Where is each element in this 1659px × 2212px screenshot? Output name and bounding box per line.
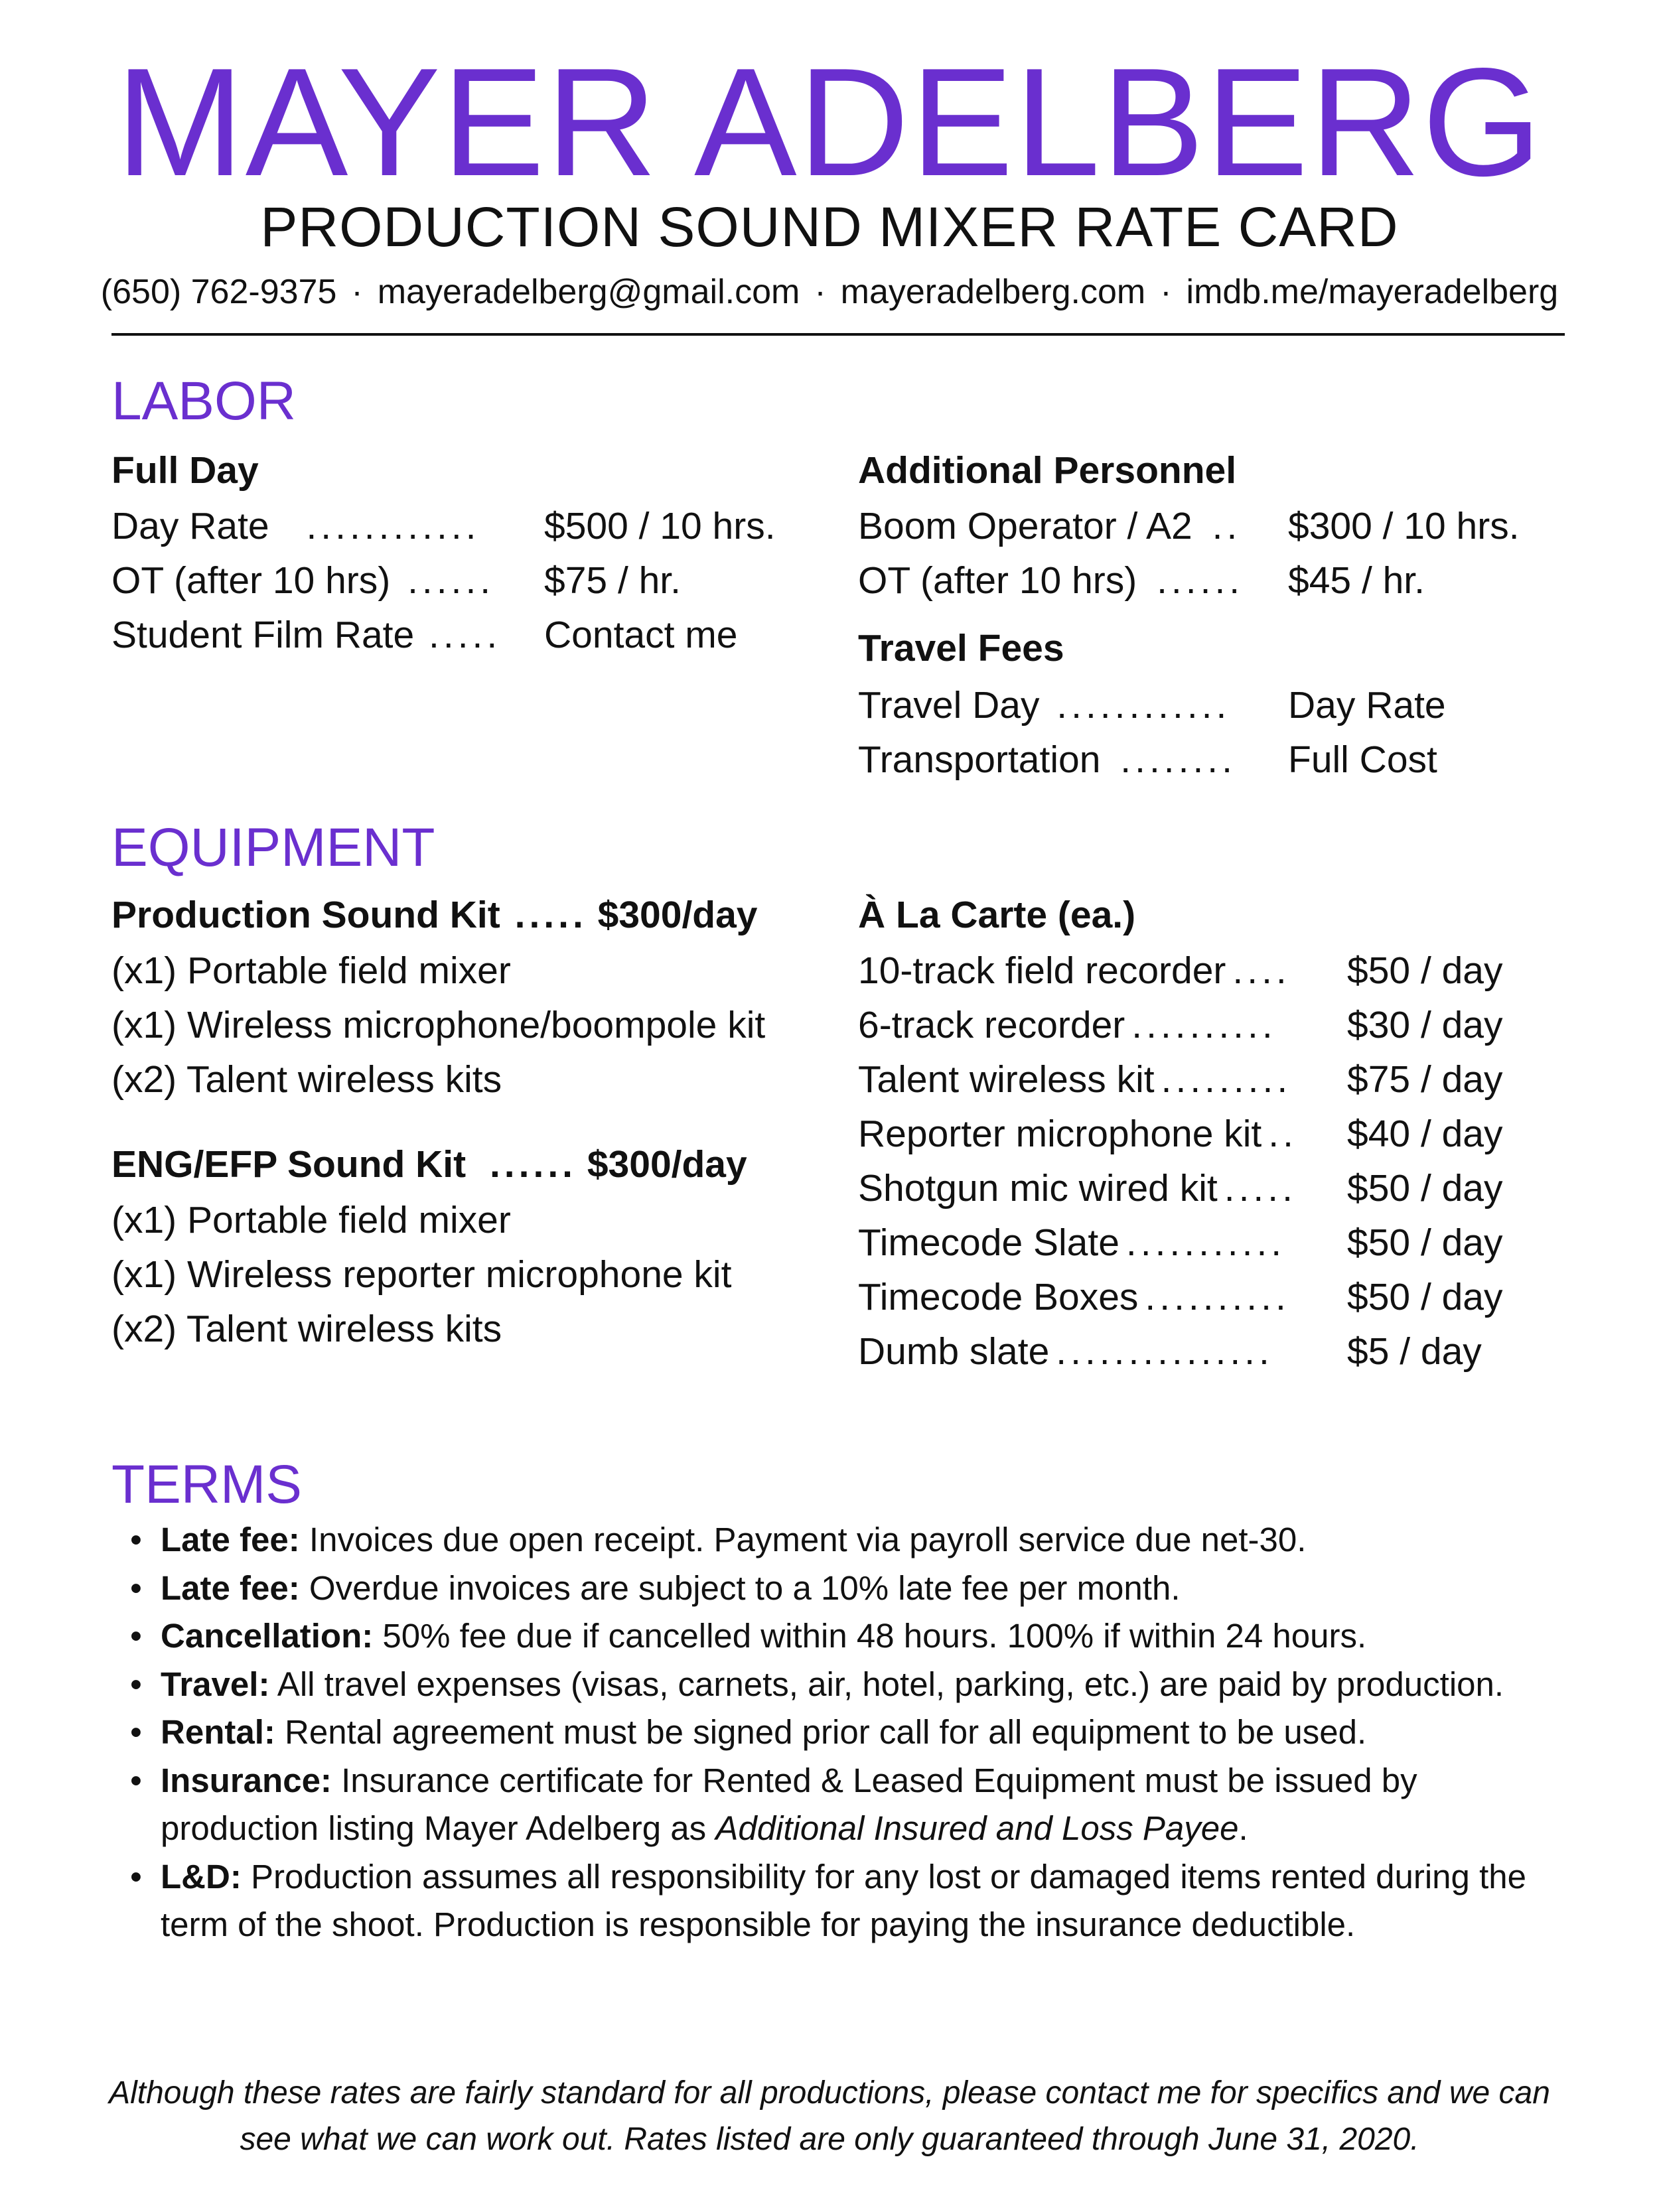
item-label: Dumb slate <box>858 1330 1050 1373</box>
separator-dot: · <box>351 273 363 311</box>
kit-item: (x1) Portable field mixer <box>111 949 511 992</box>
item-price: $5 / day <box>1347 1330 1482 1373</box>
a-la-carte-row <box>858 1270 1503 1324</box>
terms-text: 50% fee due if cancelled within 48 hours. 100% if within 24 hours. <box>382 1617 1367 1655</box>
terms-label: Late fee: <box>161 1568 300 1607</box>
rate-row-day-rate <box>111 499 776 553</box>
terms-item <box>130 1612 1583 1661</box>
bullet-icon: • <box>130 1665 142 1703</box>
kit-item: (x1) Portable field mixer <box>111 1199 511 1241</box>
terms-label: Insurance: <box>161 1761 332 1799</box>
kit-item: (x2) Talent wireless kits <box>111 1058 502 1101</box>
leader-dots: ............ <box>306 505 480 547</box>
kit-name: ENG/EFP Sound Kit <box>111 1143 467 1186</box>
item-price: $30 / day <box>1347 1004 1503 1046</box>
leader-dots: ..... <box>1224 1167 1297 1210</box>
email-link[interactable]: mayeradelberg@gmail.com <box>377 273 800 311</box>
rate-value: Contact me <box>544 614 738 656</box>
page-subtitle: PRODUCTION SOUND MIXER RATE CARD <box>260 196 1399 258</box>
section-title-labor: LABOR <box>111 371 296 431</box>
rate-value: $500 / 10 hrs. <box>544 505 776 547</box>
kit-item: (x2) Talent wireless kits <box>111 1308 502 1350</box>
leader-dots: ........ <box>1120 738 1236 781</box>
rate-label: Day Rate <box>111 505 269 547</box>
leader-dots: ...... <box>489 1143 577 1186</box>
production-kit-heading <box>111 888 758 942</box>
terms-text: Overdue invoices are subject to a 10% late fee per month. <box>309 1568 1181 1607</box>
rate-row-boom-operator <box>858 499 1520 553</box>
phone-number: (650) 762-9375 <box>100 273 337 311</box>
rate-label: OT (after 10 hrs) <box>111 559 391 602</box>
terms-text: Insurance certificate for Rented & Leased Equipment must be issued by production listing Mayer Adelberg as <box>161 1761 1417 1847</box>
item-label: 10-track field recorder <box>858 949 1226 992</box>
leader-dots: .. <box>1212 505 1242 547</box>
website-link[interactable]: mayeradelberg.com <box>840 273 1146 311</box>
rate-value: $75 / hr. <box>544 559 681 602</box>
terms-list <box>130 1516 1583 1949</box>
item-price: $40 / day <box>1347 1113 1503 1155</box>
bullet-icon: • <box>130 1617 142 1655</box>
leader-dots: ............ <box>1056 684 1231 726</box>
leader-dots: ........... <box>1125 1221 1286 1264</box>
item-price: $50 / day <box>1347 1276 1503 1318</box>
leader-dots: ..... <box>514 894 587 936</box>
rate-row-student <box>111 608 738 662</box>
a-la-carte-row <box>858 1161 1503 1215</box>
leader-dots: .......... <box>1145 1276 1290 1318</box>
a-la-carte-row <box>858 1215 1503 1270</box>
terms-item <box>130 1757 1583 1853</box>
bullet-icon: • <box>130 1521 142 1558</box>
bullet-icon: • <box>130 1568 142 1607</box>
name-title: MAYER ADELBERG <box>115 36 1544 208</box>
rate-label: Boom Operator / A2 <box>858 505 1192 547</box>
item-label: Talent wireless kit <box>858 1058 1155 1101</box>
leader-dots: .......... <box>1131 1004 1277 1046</box>
terms-item <box>130 1708 1583 1757</box>
eng-kit-heading <box>111 1137 747 1192</box>
kit-name: Production Sound Kit <box>111 894 500 936</box>
bullet-icon: • <box>130 1713 142 1751</box>
a-la-carte-row <box>858 998 1503 1052</box>
terms-label: Rental: <box>161 1713 275 1751</box>
imdb-link[interactable]: imdb.me/mayeradelberg <box>1186 273 1559 311</box>
separator-dot: · <box>814 273 826 311</box>
item-label: Timecode Boxes <box>858 1276 1139 1318</box>
a-la-carte-row <box>858 1107 1503 1161</box>
terms-text: Production assumes all responsibility for any lost or damaged items rented during the term of the shoot. Production is responsible for paying the insurance deductible. <box>161 1857 1526 1943</box>
rate-label: Student Film Rate <box>111 614 415 656</box>
terms-end: . <box>1238 1809 1248 1847</box>
item-label: Shotgun mic wired kit <box>858 1167 1218 1210</box>
terms-label: L&D: <box>161 1857 242 1896</box>
a-la-carte-heading: À La Carte (ea.) <box>858 894 1136 936</box>
rate-row-ot <box>111 553 681 608</box>
rate-label: OT (after 10 hrs) <box>858 559 1137 602</box>
section-title-equipment: EQUIPMENT <box>111 817 435 878</box>
rate-row-boom-ot <box>858 553 1425 608</box>
terms-emphasis: Additional Insured and Loss Payee <box>715 1809 1239 1847</box>
item-price: $75 / day <box>1347 1058 1503 1101</box>
leader-dots: ...... <box>407 559 495 602</box>
separator-dot: · <box>1160 273 1172 311</box>
rate-value: Full Cost <box>1288 738 1437 781</box>
item-price: $50 / day <box>1347 1167 1503 1210</box>
header-divider <box>111 333 1565 336</box>
rate-value: $300 / 10 hrs. <box>1288 505 1520 547</box>
footer-disclaimer: Although these rates are fairly standard for all productions, please contact me for specifics and we can see what we can work out. Rates listed are only guaranteed through June 31, 2020. <box>109 2075 1550 2157</box>
a-la-carte-row <box>858 943 1503 998</box>
leader-dots: ............... <box>1056 1330 1273 1373</box>
bullet-icon: • <box>130 1761 142 1799</box>
item-label: Reporter microphone kit <box>858 1113 1262 1155</box>
leader-dots: ...... <box>1157 559 1244 602</box>
full-day-heading: Full Day <box>111 449 259 492</box>
leader-dots: ..... <box>429 614 502 656</box>
terms-text: Invoices due open receipt. Payment via payroll service due net-30. <box>309 1521 1307 1558</box>
rate-row-travel-day <box>858 678 1446 732</box>
kit-item: (x1) Wireless microphone/boompole kit <box>111 1004 766 1046</box>
item-price: $50 / day <box>1347 949 1503 992</box>
terms-label: Late fee: <box>161 1521 300 1558</box>
travel-fees-heading: Travel Fees <box>858 627 1064 669</box>
bullet-icon: • <box>130 1857 142 1896</box>
contact-line <box>0 269 1659 315</box>
terms-text: Rental agreement must be signed prior call for all equipment to be used. <box>285 1713 1367 1751</box>
terms-item <box>130 1564 1583 1613</box>
rate-row-transportation <box>858 732 1437 787</box>
item-label: 6-track recorder <box>858 1004 1125 1046</box>
terms-item <box>130 1853 1583 1949</box>
kit-item: (x1) Wireless reporter microphone kit <box>111 1253 732 1296</box>
terms-label: Travel: <box>161 1665 270 1703</box>
leader-dots: .... <box>1232 949 1291 992</box>
rate-value: Day Rate <box>1288 684 1446 726</box>
rate-label: Transportation <box>858 738 1101 781</box>
item-price: $50 / day <box>1347 1221 1503 1264</box>
leader-dots: ......... <box>1161 1058 1292 1101</box>
additional-personnel-heading: Additional Personnel <box>858 449 1237 492</box>
a-la-carte-row <box>858 1324 1482 1379</box>
kit-price: $300/day <box>597 894 758 936</box>
terms-text: All travel expenses (visas, carnets, air, hotel, parking, etc.) are paid by production. <box>277 1665 1504 1703</box>
terms-label: Cancellation: <box>161 1617 374 1655</box>
a-la-carte-row <box>858 1052 1503 1107</box>
leader-dots: .. <box>1268 1113 1297 1155</box>
terms-item <box>130 1661 1583 1709</box>
kit-price: $300/day <box>587 1143 747 1186</box>
item-label: Timecode Slate <box>858 1221 1119 1264</box>
rate-value: $45 / hr. <box>1288 559 1425 602</box>
rate-label: Travel Day <box>858 684 1040 726</box>
section-title-terms: TERMS <box>111 1454 302 1515</box>
terms-item <box>130 1516 1583 1564</box>
